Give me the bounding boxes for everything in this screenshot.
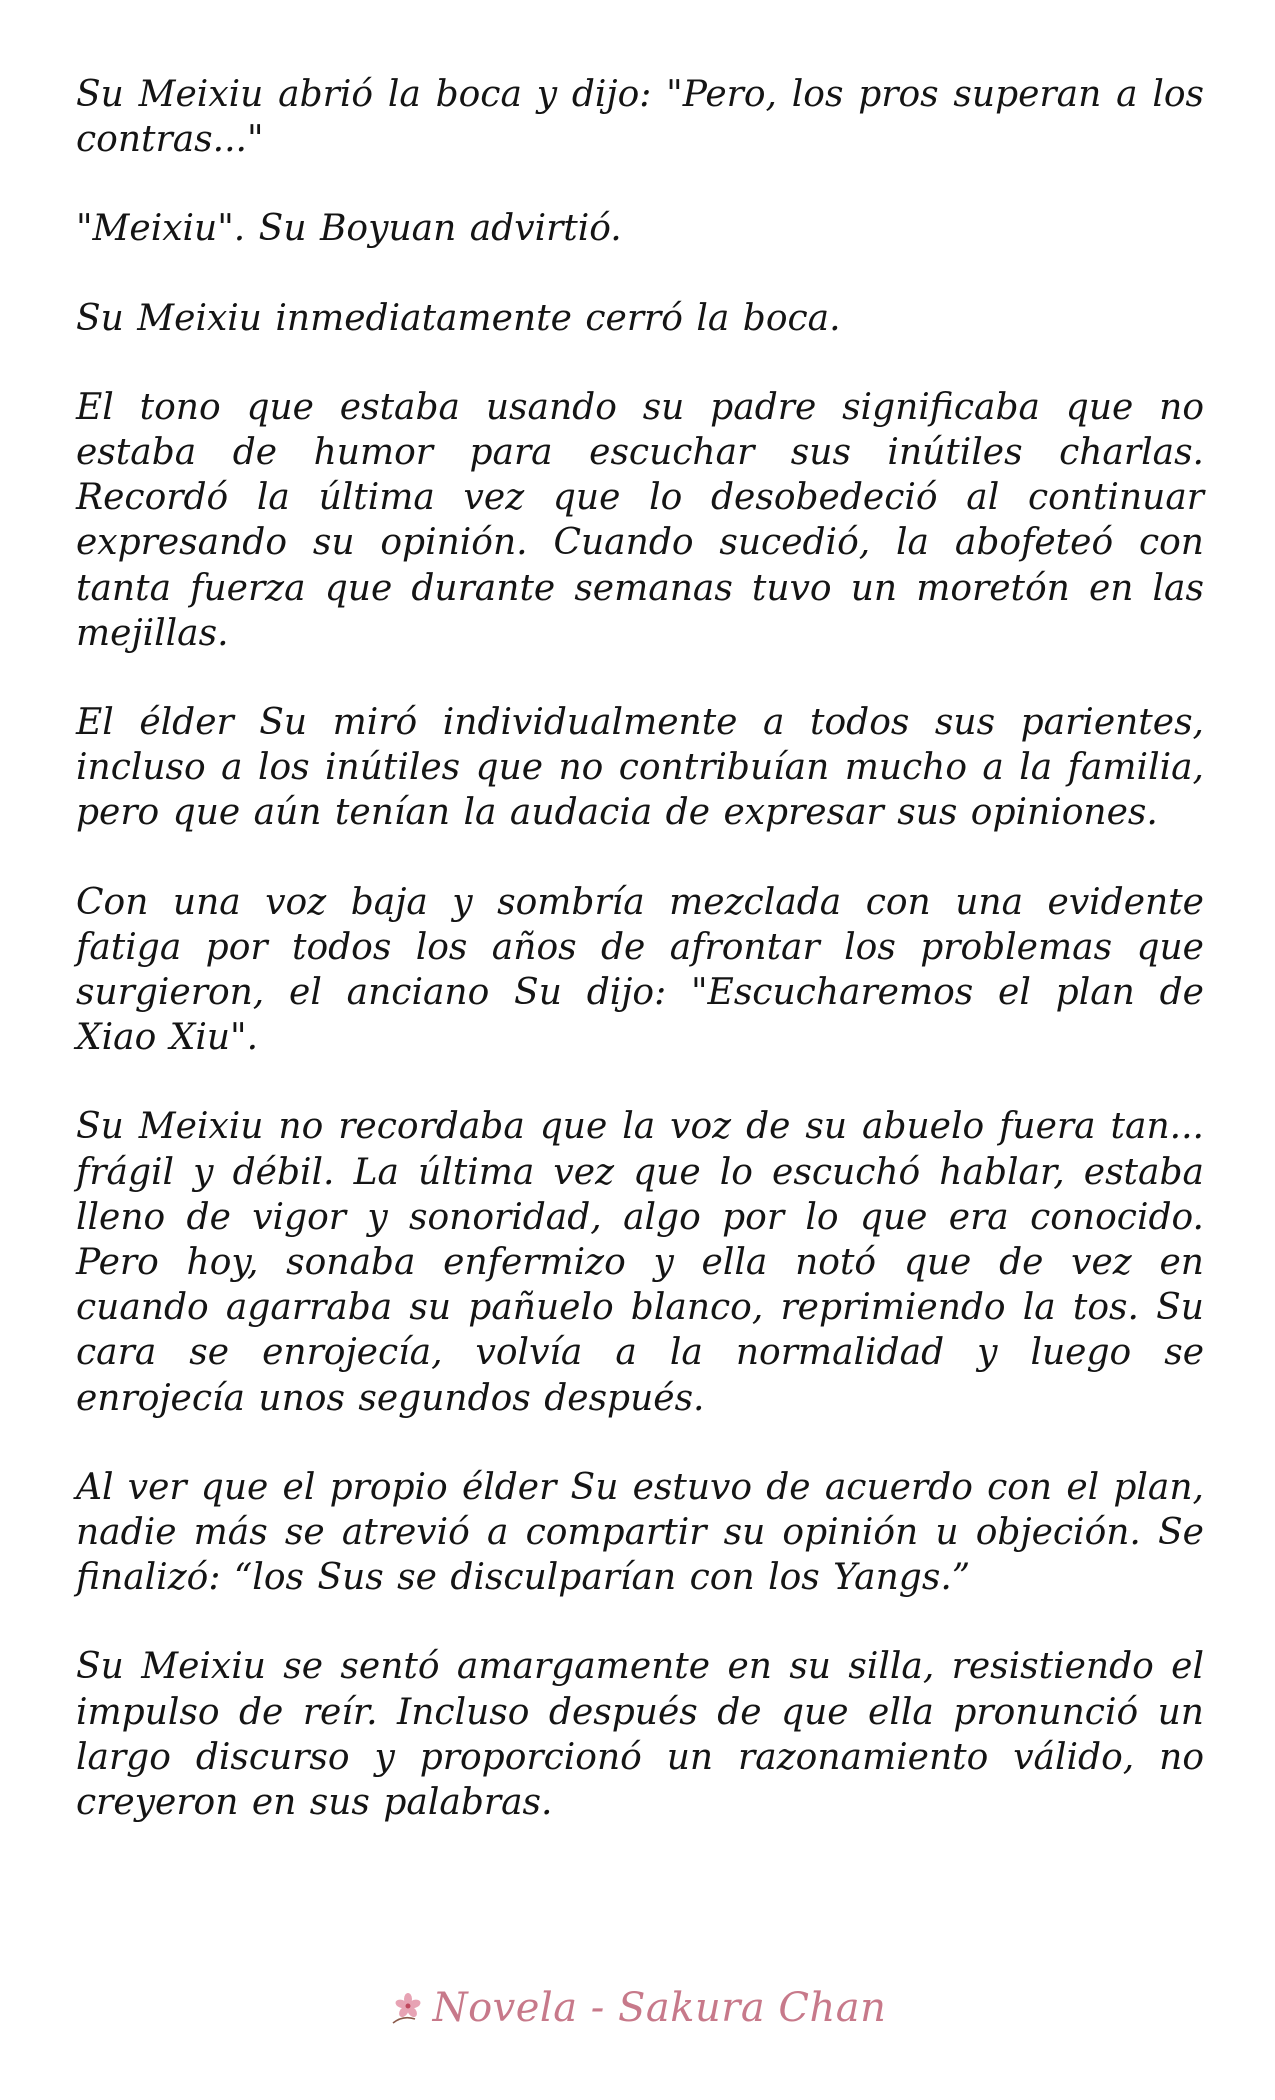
paragraph: El élder Su miró individualmente a todos sus parientes, incluso a los inútiles que no contribuían mucho a la familia, pero que aún tenían la audacia de expresar sus opiniones. [76,702,1204,834]
paragraph: "Meixiu". Su Boyuan advirtió. [76,208,622,250]
paragraph: Su Meixiu se sentó amargamente en su silla, resistiendo el impulso de reír. Incluso después de que ella pronunció un largo discurso y proporcionó un razonamiento válido, no creyeron en sus palabras. [76,1646,1204,1824]
paragraph: Su Meixiu inmediatamente cerró la boca. [76,297,841,339]
paragraph: Su Meixiu no recordaba que la voz de su abuelo fuera tan... frágil y débil. La última vez que lo escuchó hablar, estaba lleno de vigor y sonoridad, algo por lo que era conocido. Pero hoy, sonaba enfermizo y ella notó que de vez en cuando agarraba su pañuelo blanco, reprimiendo la tos. Su cara se enrojecía, volvía a la normalidad y luego se enrojecía unos segundos después. [76,1106,1204,1419]
sakura-flower-icon [389,1989,427,2027]
paragraph: Su Meixiu abrió la boca y dijo: "Pero, los pros superan a los contras..." [76,74,1204,161]
paragraph: El tono que estaba usando su padre significaba que no estaba de humor para escuchar sus inútiles charlas. Recordó la última vez que lo desobedeció al continuar expresando su opinión. Cuando sucedió, la abofeteó con tanta fuerza que durante semanas tuvo un moretón en las mejillas. [76,386,1204,654]
paragraph: Al ver que el propio élder Su estuvo de acuerdo con el plan, nadie más se atrevió a compartir su opinión u objeción. Se finalizó: “los Sus se disculparían con los Yangs.” [76,1466,1204,1599]
paragraph: Con una voz baja y sombría mezclada con una evidente fatiga por todos los años de afrontar los problemas que surgieron, el anciano Su dijo: "Escucharemos el plan de Xiao Xiu". [76,881,1204,1059]
brand-watermark-text: Novela - Sakura Chan [432,1985,887,2031]
watermark-footer [0,1978,1275,2038]
document-body [76,72,1204,1869]
